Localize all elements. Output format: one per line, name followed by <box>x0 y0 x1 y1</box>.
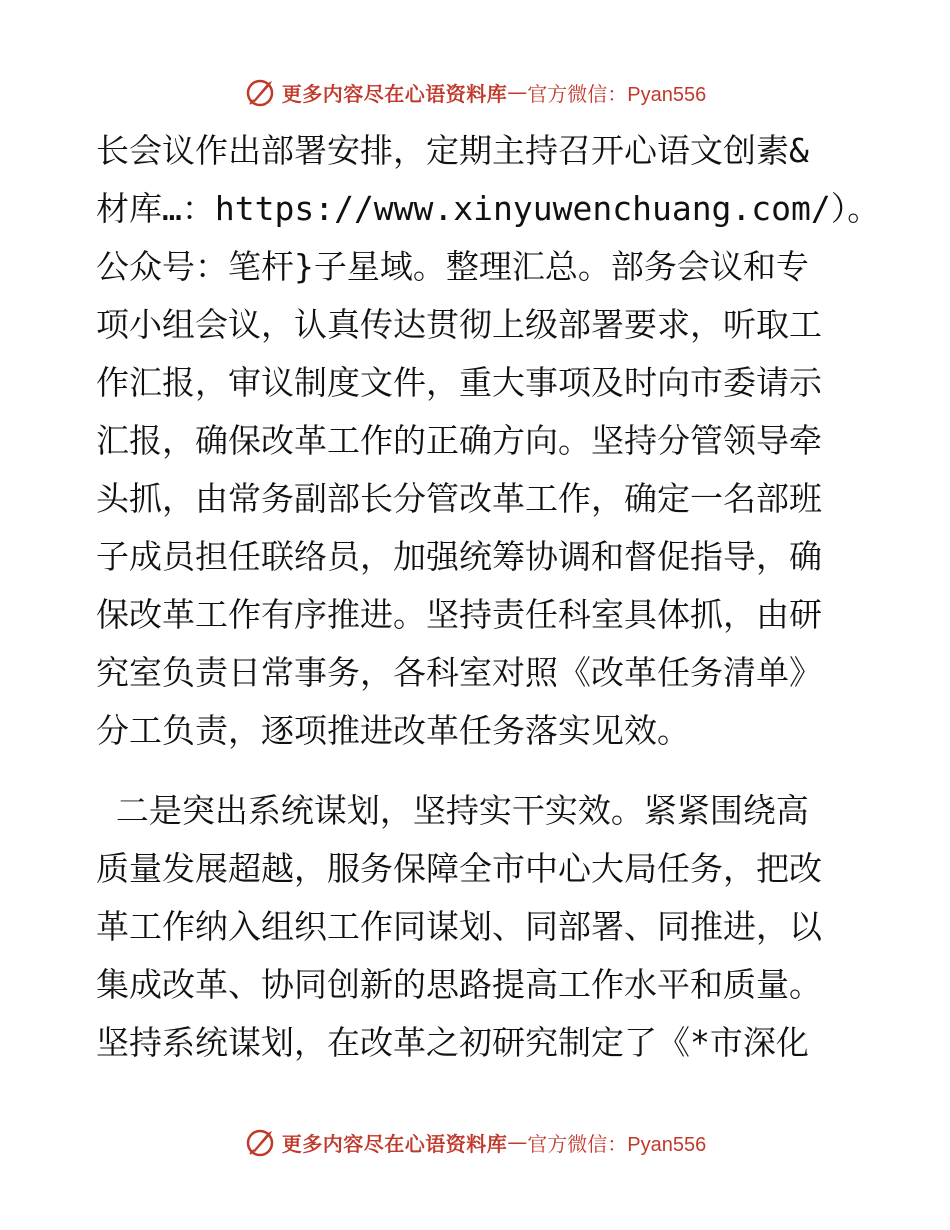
text-line: 分工负责，逐项推进改革任务落实见效。 <box>96 711 690 750</box>
text-line: 坚持系统谋划，在改革之初研究制定了《*市深化 <box>96 1023 809 1062</box>
banner-separator: — <box>507 1130 528 1154</box>
text-line: 质量发展超越，服务保障全市中心大局任务，把改 <box>96 849 822 888</box>
banner-account: 官方微信：Pyan556 <box>527 1133 707 1156</box>
header-watermark-banner <box>0 70 950 114</box>
text-line: 长会议作出部署安排，定期主持召开心语文创素& <box>96 131 809 170</box>
text-line: 集成改革、协同创新的思路提高工作水平和质量。 <box>96 965 822 1004</box>
text-line: 保改革工作有序推进。坚持责任科室具体抓，由研 <box>96 595 822 634</box>
document-body <box>96 122 881 1072</box>
text-line: 项小组会议，认真传达贯彻上级部署要求，听取工 <box>96 305 822 344</box>
text-line: 头抓，由常务副部长分管改革工作，确定一名部班 <box>96 479 822 518</box>
text-line: 作汇报，审议制度文件，重大事项及时向市委请示 <box>96 363 822 402</box>
quill-pen-logo-icon <box>244 1125 278 1159</box>
banner-text: 更多内容尽在心语资料库 <box>281 81 508 106</box>
text-line: 究室负责日常事务，各科室对照《改革任务清单》 <box>96 653 822 692</box>
banner-separator: — <box>507 80 528 104</box>
text-line: 公众号：笔杆}子星域。整理汇总。部务会议和专 <box>96 247 809 286</box>
footer-watermark-banner <box>0 1120 950 1164</box>
text-line: 汇报，确保改革工作的正确方向。坚持分管领导牵 <box>96 421 822 460</box>
banner-account: 官方微信：Pyan556 <box>527 83 707 106</box>
quill-pen-logo-icon <box>244 75 278 109</box>
banner-text: 更多内容尽在心语资料库 <box>281 1131 508 1156</box>
paragraph-2 <box>96 782 856 1072</box>
text-line: 二是突出系统谋划，坚持实干实效。紧紧围绕高 <box>96 791 809 830</box>
text-line: 材库…：https://www.xinyuwenchuang.com/）。 <box>96 189 881 228</box>
text-line: 革工作纳入组织工作同谋划、同部署、同推进，以 <box>96 907 822 946</box>
paragraph-1 <box>96 122 881 760</box>
text-line: 子成员担任联络员，加强统筹协调和督促指导，确 <box>96 537 822 576</box>
